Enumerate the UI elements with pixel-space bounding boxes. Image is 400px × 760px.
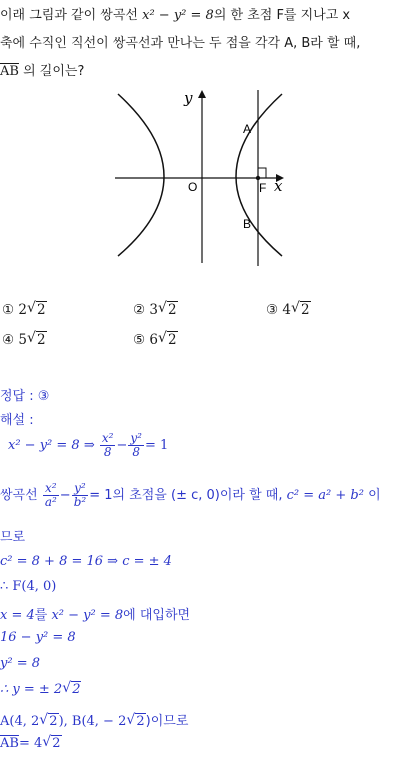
radical: √ 2 [158,302,178,318]
origin-label: O [188,180,198,194]
solution-step-7: 16 − y² = 8 [0,630,76,645]
solution-step-3: 므로 [0,530,26,545]
answer-label: 정답 : ③ [0,389,50,404]
focus-point [256,176,260,180]
solution-step-4: c² = 8 + 8 = 16 ⇒ c = ± 4 [0,554,172,569]
focus-label: F [259,181,267,195]
radical: √ 2 [158,332,178,348]
choice-mark: ② [133,302,146,318]
y-axis-label: y [184,89,193,107]
solution-step-1: x² − y² = 8 ⇒ $\frac{\text{x²}}{8}$ − $\frac{\text{y²}}{8}$ = 1 [8,431,169,460]
question-line-2 [0,32,360,51]
choice-mark: ⑤ [133,332,146,348]
question-text: 의 길이는? [18,64,85,79]
hyperbola-right-branch [236,94,282,256]
question-text: 축에 수직인 직선이 쌍곡선과 만나는 두 점을 각각 A, B라 할 때, [0,36,361,51]
solution-step-9: ∴ y = ± 2 √ 2 [0,682,81,697]
question-line-3 [0,60,84,79]
radical: √ 2 [27,332,47,348]
choice-4[interactable] [2,332,47,348]
choice-mark: ③ [266,302,279,318]
choice-3[interactable] [266,302,311,318]
hyperbola-left-branch [118,94,164,256]
question-line-1 [0,4,350,23]
point-b-label: B [243,217,252,231]
solution-step-10: A(4, 2 √ 2), B(4, − 2 √ 2)이므로 [0,710,188,729]
radical: √ 2 [291,302,311,318]
choice-5[interactable] [133,332,178,348]
choice-coef: 4 [282,302,291,318]
hyperbola-equation: x² − y² = 8 [142,8,214,23]
solution-step-8: y² = 8 [0,656,40,671]
choice-coef: 2 [18,302,27,318]
choice-1[interactable] [2,302,47,318]
choice-mark: ① [2,302,15,318]
solution-step-6: x = 4를 x² − y² = 8에 대입하면 [0,608,191,623]
choice-coef: 5 [18,332,27,348]
hyperbola-figure [110,88,300,268]
solution-step-5: ∴ F(4, 0) [0,579,57,594]
x-axis-label: x [274,177,283,195]
radical: √ 2 [27,302,47,318]
solution-step-11: $\overline{AB}= 4$ √ 2 [0,736,62,751]
choice-coef: 3 [149,302,158,318]
question-text: 의 한 초점 F를 지나고 x [213,8,351,23]
choice-mark: ④ [2,332,15,348]
choice-coef: 6 [149,332,158,348]
choice-2[interactable] [133,302,178,318]
question-text: 이래 그림과 같이 쌍곡선 [0,8,143,23]
segment-ab: $\overline{AB}$ [0,64,19,79]
solution-step-2: 쌍곡선 $\frac{\text{x²}}{\text{a²}}$ − $\frac{\text{y²}}{\text{b²}}$ = 1의 초점을 (± c, 0)이라 할 때, c² = a² + b² 이 [0,481,381,510]
point-a-label: A [243,122,252,136]
explanation-label: 해설 : [0,413,34,428]
y-axis-arrow-icon [198,90,206,98]
